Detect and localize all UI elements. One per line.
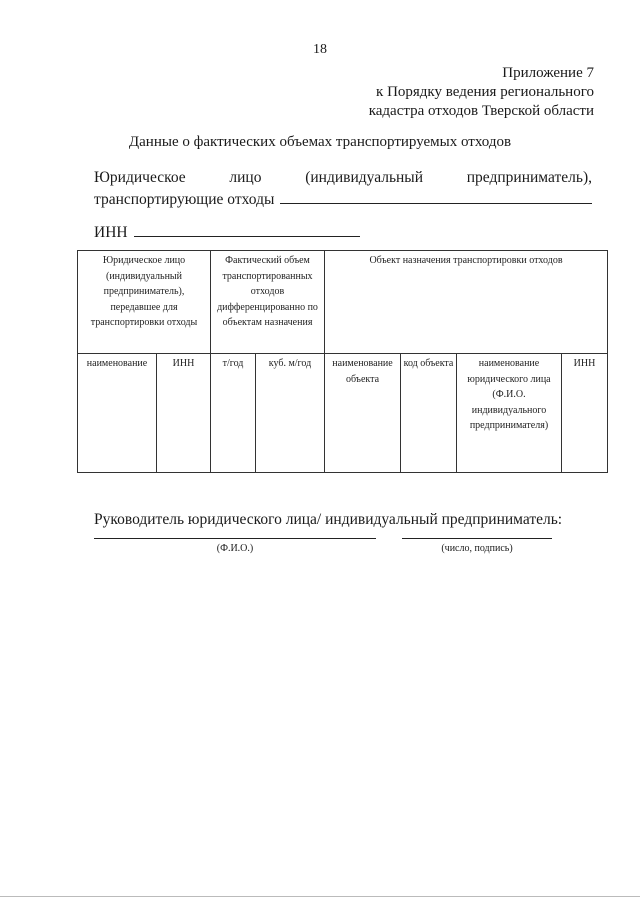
name-caption: (Ф.И.О.) — [216, 543, 254, 554]
column-header: т/год — [211, 354, 256, 473]
appendix-line-1: Приложение 7 — [502, 65, 594, 81]
appendix-header — [369, 64, 594, 121]
entity-word-3: (индивидуальный — [305, 169, 424, 186]
name-signature-line[interactable] — [94, 538, 376, 539]
waste-transport-table — [77, 250, 608, 473]
column-header: наименование объекта — [325, 354, 401, 473]
column-header: ИНН — [157, 354, 211, 473]
page-bottom-rule — [0, 896, 640, 897]
inn-label: ИНН — [94, 224, 128, 241]
table-column-header-row — [78, 354, 608, 473]
signature-title: Руководитель юридического лица/ индивидуальный предприниматель: — [94, 511, 563, 528]
column-header: куб. м/год — [256, 354, 325, 473]
entity-line-2-label: транспортирующие отходы — [94, 191, 275, 208]
group-header-destination: Объект назначения транспортировки отходов — [325, 251, 608, 354]
column-header: наименование юридического лица (Ф.И.О. индивидуального предпринимателя) — [457, 354, 562, 473]
inn-blank-field[interactable] — [134, 222, 360, 237]
date-signature-line[interactable] — [402, 538, 552, 539]
appendix-line-2: к Порядку ведения регионального — [376, 84, 594, 100]
appendix-line-3: кадастра отходов Тверской области — [368, 103, 594, 119]
date-caption: (число, подпись) — [441, 543, 513, 554]
group-header-sender: Юридическое лицо (индивидуальный предприниматель), передавшее для транспортировки отходы — [78, 251, 211, 354]
entity-blank-field[interactable] — [280, 189, 592, 204]
table-group-header-row — [78, 251, 608, 354]
group-header-volume: Фактический объем транспортированных отходов дифференцированно по объектам назначения — [211, 251, 325, 354]
entity-word-4: предприниматель), — [466, 169, 592, 186]
document-title: Данные о фактических объемах транспортируемых отходов — [128, 134, 512, 150]
entity-label-row — [94, 169, 592, 187]
column-header: наименование — [78, 354, 157, 473]
entity-word-1: Юридическое — [94, 169, 186, 186]
entity-field-row — [94, 189, 592, 209]
entity-word-2: лицо — [229, 169, 262, 186]
inn-row — [94, 222, 360, 242]
page-number: 18 — [313, 42, 327, 57]
column-header: код объекта — [401, 354, 457, 473]
column-header: ИНН — [562, 354, 608, 473]
